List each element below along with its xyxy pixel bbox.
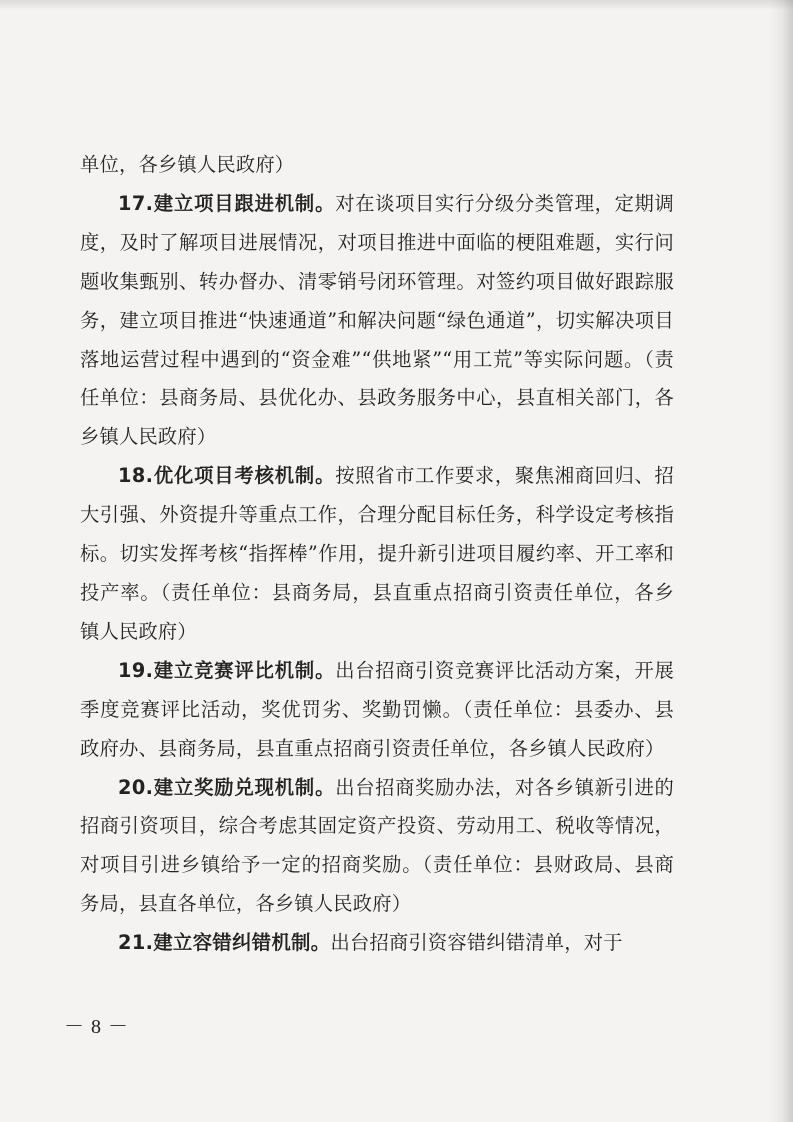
item-19-text: 出台招商引资竞赛评比活动方案，开展季度竞赛评比活动，奖优罚劣、奖勤罚懒。（责任单位：县委办、县政府办、县商务局，县直重点招商引资责任单位，各乡镇人民政府） xyxy=(80,658,674,760)
item-21-text: 出台招商引资容错纠错清单，对于 xyxy=(330,931,623,955)
item-18-heading: 18.优化项目考核机制。 xyxy=(118,464,336,488)
scan-shadow-top xyxy=(0,0,793,10)
item-20 xyxy=(80,769,674,925)
item-18 xyxy=(80,457,674,652)
page-number: － 8 － xyxy=(64,1016,129,1038)
item-17-heading: 17.建立项目跟进机制。 xyxy=(118,191,336,215)
continuation-text: 单位，各乡镇人民政府） xyxy=(80,153,295,176)
item-17-text: 对在谈项目实行分级分类管理，定期调度，及时了解项目进展情况，对项目推进中面临的梗阻难题，实行问题收集甄别、转办督办、清零销号闭环管理。对签约项目做好跟踪服务，建立项目推进“快速通道”和解决问题“绿色通道”，切实解决项目落地运营过程中遇到的“资金难”“供地紧”“用工荒”等实际问题。（责任单位：县商务局、县优化办、县政务服务中心，县直相关部门，各乡镇人民政府） xyxy=(80,191,674,449)
item-18-text: 按照省市工作要求，聚焦湘商回归、招大引强、外资提升等重点工作，合理分配目标任务，科学设定考核指标。切实发挥考核“指挥棒”作用，提升新引进项目履约率、开工率和投产率。（责任单位：县商务局，县直重点招商引资责任单位，各乡镇人民政府） xyxy=(80,464,674,643)
scan-shadow-right xyxy=(769,0,793,1122)
item-21 xyxy=(80,924,674,963)
item-21-heading: 21.建立容错纠错机制。 xyxy=(118,931,331,955)
item-19-heading: 19.建立竞赛评比机制。 xyxy=(118,658,336,682)
item-20-text: 出台招商奖励办法，对各乡镇新引进的招商引资项目，综合考虑其固定资产投资、劳动用工、税收等情况，对项目引进乡镇给予一定的招商奖励。（责任单位：县财政局、县商务局，县直各单位，各乡镇人民政府） xyxy=(80,775,674,916)
item-20-heading: 20.建立奖励兑现机制。 xyxy=(118,775,336,799)
document-body xyxy=(80,146,674,963)
item-19 xyxy=(80,652,674,769)
item-17 xyxy=(80,185,674,457)
